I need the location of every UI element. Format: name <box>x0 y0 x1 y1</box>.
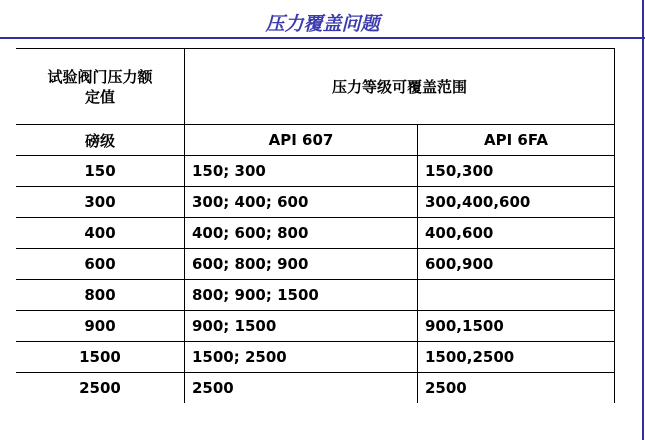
cell-class: 600 <box>16 249 185 280</box>
table-header-row <box>16 49 615 125</box>
cell-api6fa <box>418 280 615 311</box>
title-divider <box>0 37 645 39</box>
subheader-class: 磅级 <box>16 125 185 156</box>
table-row <box>16 280 615 311</box>
cell-class: 900 <box>16 311 185 342</box>
cell-class: 300 <box>16 187 185 218</box>
header-test-valve-rating-line1: 试验阀门压力额 <box>47 67 153 86</box>
page-title: 压力覆盖问题 <box>265 13 380 35</box>
header-test-valve-rating-line2: 定值 <box>84 87 115 106</box>
cell-api607: 1500; 2500 <box>185 342 418 373</box>
cell-api6fa: 2500 <box>418 373 615 404</box>
cell-api6fa: 300,400,600 <box>418 187 615 218</box>
cell-class: 2500 <box>16 373 185 404</box>
header-test-valve-rating <box>16 49 185 125</box>
cell-class: 400 <box>16 218 185 249</box>
cell-api607: 600; 800; 900 <box>185 249 418 280</box>
table-row <box>16 342 615 373</box>
cell-api6fa: 600,900 <box>418 249 615 280</box>
cell-api607: 900; 1500 <box>185 311 418 342</box>
table-subheader-row <box>16 125 615 156</box>
subheader-api6fa: API 6FA <box>418 125 615 156</box>
cell-api6fa: 1500,2500 <box>418 342 615 373</box>
cell-api6fa: 900,1500 <box>418 311 615 342</box>
cell-class: 1500 <box>16 342 185 373</box>
table-row <box>16 249 615 280</box>
cell-api6fa: 150,300 <box>418 156 615 187</box>
table-row <box>16 218 615 249</box>
table-row <box>16 311 615 342</box>
header-coverage-range: 压力等级可覆盖范围 <box>185 49 615 125</box>
cell-api607: 300; 400; 600 <box>185 187 418 218</box>
cell-api6fa: 400,600 <box>418 218 615 249</box>
table-row <box>16 156 615 187</box>
cell-class: 800 <box>16 280 185 311</box>
cell-api607: 400; 600; 800 <box>185 218 418 249</box>
table-row <box>16 187 615 218</box>
cell-class: 150 <box>16 156 185 187</box>
cell-api607: 2500 <box>185 373 418 404</box>
cell-api607: 150; 300 <box>185 156 418 187</box>
pressure-coverage-table <box>16 48 615 403</box>
right-frame-line <box>642 0 644 440</box>
cell-api607: 800; 900; 1500 <box>185 280 418 311</box>
table-row <box>16 373 615 404</box>
subheader-api607: API 607 <box>185 125 418 156</box>
